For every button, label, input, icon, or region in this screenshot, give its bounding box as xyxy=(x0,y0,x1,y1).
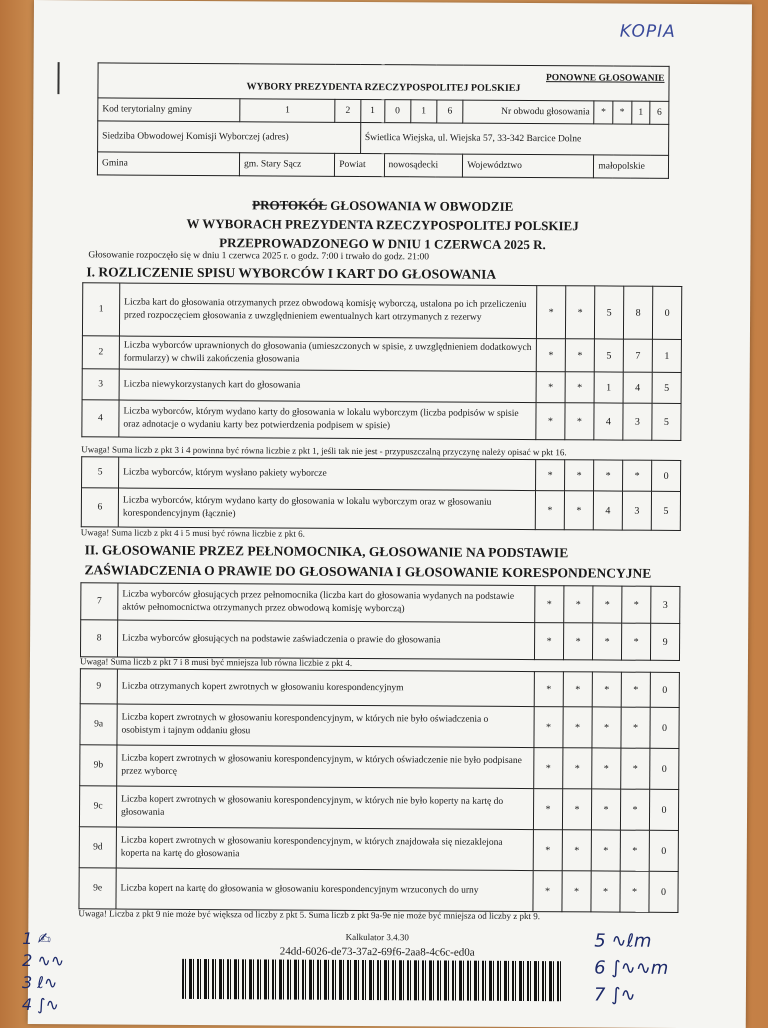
district-label: Nr obwodu głosowania xyxy=(463,100,594,124)
title-line2: W WYBORACH PREZYDENTA RZECZYPOSPOLITEJ POLSKIEJ xyxy=(186,215,579,234)
section-1-heading: I. ROZLICZENIE SPISU WYBORCÓW I KART DO GŁOSOWANIA xyxy=(86,264,497,282)
note-3: Uwaga! Suma liczb z pkt 7 i 8 musi być mniejsza lub równa liczbie z pkt 4. xyxy=(79,656,353,668)
digit-cell: * xyxy=(621,707,650,748)
digit-cell: * xyxy=(562,830,591,871)
teryt-digit: 1 xyxy=(411,100,437,123)
teryt-label: Kod terytorialny gminy xyxy=(98,98,240,122)
digit-cell: 4 xyxy=(623,372,652,403)
digit-cell: * xyxy=(565,372,594,403)
table-row xyxy=(82,336,681,373)
row-description: Liczba kart do głosowania otrzymanych przez obwodową komisję wyborczą, ustalona po ich przeliczeniu przed rozpoczęciem głosowania z uwzględnieniem ewentualnych kart otrzymanych z rezerwy xyxy=(119,283,536,339)
row-number: 8 xyxy=(80,620,117,657)
digit-cell: * xyxy=(536,372,565,403)
row-description: Liczba otrzymanych kopert zwrotnych w głosowaniu korespondencyjnym xyxy=(117,669,534,707)
row-number: 6 xyxy=(81,488,118,527)
teryt-digit: 1 xyxy=(240,99,335,123)
digit-cell: * xyxy=(534,707,563,748)
digit-cell: * xyxy=(563,672,592,707)
digit-cell: 1 xyxy=(594,372,623,403)
district-digit: * xyxy=(594,101,613,124)
section-2b-table xyxy=(78,668,679,913)
margin-mark xyxy=(57,62,59,94)
section-2-heading-line2: ZAŚWIADCZENIA O PRAWIE DO GŁOSOWANIA I GŁOSOWANIE KORESPONDENCYJNE xyxy=(84,562,652,581)
digit-cell: * xyxy=(563,707,592,748)
digit-cell: 4 xyxy=(594,403,623,440)
row-description: Liczba niewykorzystanych kart do głosowania xyxy=(119,369,536,403)
digit-cell: * xyxy=(564,586,593,623)
row-number: 9a xyxy=(80,704,117,745)
repeat-label: PONOWNE GŁOSOWANIE xyxy=(545,72,665,84)
protocol-sheet xyxy=(21,0,752,1028)
table-row xyxy=(82,369,681,404)
row-description: Liczba kopert zwrotnych w głosowaniu korespondencyjnym, w których oświadczenie nie było podpisane przez wyborcę xyxy=(117,745,534,789)
row-description: Liczba wyborców uprawnionych do głosowania (umieszczonych w spisie, z uwzględnieniem dodatkowych formularzy) w chwili zakończenia głosowania xyxy=(119,336,536,372)
digit-cell: * xyxy=(623,460,652,491)
digit-cell: * xyxy=(592,707,621,748)
table-row xyxy=(82,283,681,340)
woj-label: Województwo xyxy=(463,154,594,178)
table-row xyxy=(82,400,681,441)
signature-number: 1 xyxy=(22,928,33,949)
row-number: 7 xyxy=(81,583,118,620)
district-digit: * xyxy=(613,101,632,124)
row-number: 2 xyxy=(82,336,119,369)
digit-cell: * xyxy=(621,748,650,789)
digit-cell: 5 xyxy=(652,403,681,440)
digit-cell: * xyxy=(620,871,649,912)
digit-cell: 7 xyxy=(623,339,652,372)
woj-value: małopolskie xyxy=(594,155,669,178)
table-row xyxy=(81,583,680,624)
calculator-version: Kalkulator 3.4.30 xyxy=(345,931,409,943)
digit-cell: 4 xyxy=(593,491,622,530)
row-number: 9b xyxy=(80,745,117,786)
digit-cell: * xyxy=(594,460,623,491)
digit-cell: * xyxy=(593,586,622,623)
table-row xyxy=(80,704,679,749)
digit-cell: * xyxy=(564,491,593,530)
title-line3: PRZEPROWADZONEGO W DNIU 1 CZERWCA 2025 R. xyxy=(219,235,546,253)
row-description: Liczba wyborców głosujących na podstawie zaświadczenia o prawie do głosowania xyxy=(117,620,534,660)
powiat-value: nowosądecki xyxy=(384,154,463,177)
signatures-right xyxy=(594,927,669,1008)
digit-cell: 3 xyxy=(623,403,652,440)
digit-cell: * xyxy=(621,672,650,707)
digit-cell: * xyxy=(536,286,565,339)
section-2-heading-line1: II. GŁOSOWANIE PRZEZ PEŁNOMOCNIKA, GŁOSOWANIE NA PODSTAWIE xyxy=(84,542,569,561)
signatures-left xyxy=(22,928,65,1016)
digit-cell: * xyxy=(591,830,620,871)
digit-cell: * xyxy=(536,460,565,491)
teryt-digit: 2 xyxy=(335,99,361,122)
signature-scribble: ∿ℓm xyxy=(611,930,652,952)
digit-cell: * xyxy=(562,871,591,912)
digit-cell: * xyxy=(592,748,621,789)
digit-cell: * xyxy=(535,586,564,623)
district-digit: 6 xyxy=(650,101,669,124)
digit-cell: * xyxy=(562,789,591,830)
row-number: 3 xyxy=(82,369,119,400)
row-description: Liczba wyborców, którym wydano karty do głosowania w lokalu wyborczym oraz w głosowaniu korespondencyjnym (łącznie) xyxy=(118,488,535,530)
signature-scribble: ∫∿∿m xyxy=(611,957,669,979)
table-row xyxy=(79,868,678,913)
teryt-digit: 1 xyxy=(360,99,384,122)
digit-cell: 0 xyxy=(652,460,681,491)
digit-cell: * xyxy=(592,672,621,707)
row-description: Liczba wyborców głosujących przez pełnomocnika (liczba kart do głosowania wydanych na podstawie aktów pełnomocnictwa otrzymanych przez obwodową komisję wyborczą) xyxy=(118,583,535,623)
digit-cell: * xyxy=(535,491,564,530)
row-number: 4 xyxy=(82,400,119,437)
signature-scribble: ∿∿ xyxy=(37,951,65,971)
digit-cell: 0 xyxy=(649,789,678,830)
signature-number: 7 xyxy=(593,984,606,1006)
digit-cell: 3 xyxy=(651,586,680,623)
signature-scribble: ∫∿ xyxy=(37,995,59,1015)
table-row xyxy=(80,669,679,708)
signature-number: 4 xyxy=(21,994,33,1015)
digit-cell: 0 xyxy=(649,871,678,912)
table-row xyxy=(79,827,678,872)
row-description: Liczba kopert zwrotnych w głosowaniu korespondencyjnym, w których nie było koperty na kartę do głosowania xyxy=(116,786,533,830)
digit-cell: * xyxy=(563,748,592,789)
digit-cell: 0 xyxy=(650,707,679,748)
table-row xyxy=(81,488,680,531)
title-line1: GŁOSOWANIA W OBWODZIE xyxy=(327,197,514,214)
signature-number: 3 xyxy=(21,972,33,993)
digit-cell: * xyxy=(533,789,562,830)
row-description: Liczba kopert zwrotnych w głosowaniu korespondencyjnym, w których nie było oświadczenia o osobistym i tajnym oddaniu głosu xyxy=(117,704,534,748)
digit-cell: * xyxy=(565,403,594,440)
digit-cell: * xyxy=(621,623,650,660)
seat-label: Siedziba Obwodowej Komisji Wyborczej (adres) xyxy=(98,121,361,154)
digit-cell: 0 xyxy=(650,672,679,707)
digit-cell: * xyxy=(620,789,649,830)
signature-scribble: ✍ xyxy=(37,929,52,949)
section-1b-table xyxy=(81,456,681,531)
note-1: Uwaga! Suma liczb z pkt 3 i 4 powinna być równa liczbie z pkt 1, jeśli tak nie jest - przypuszczalną przyczynę należy opisać w pkt 16. xyxy=(81,444,567,458)
teryt-digit: 6 xyxy=(437,100,463,123)
digit-cell: * xyxy=(565,286,594,339)
digit-cell: * xyxy=(533,830,562,871)
digit-cell: 8 xyxy=(623,286,652,339)
gmina-label: Gmina xyxy=(97,152,239,176)
row-number: 9c xyxy=(79,786,116,827)
digit-cell: 5 xyxy=(594,286,623,339)
digit-cell: * xyxy=(565,339,594,372)
table-row xyxy=(80,620,679,661)
voting-start-note: Głosowanie rozpoczęło się w dniu 1 czerwca 2025 r. o godz. 7:00 i trwało do godz. 21:00 xyxy=(88,250,430,263)
row-number: 9d xyxy=(79,827,116,868)
digit-cell: 5 xyxy=(652,372,681,403)
digit-cell: 0 xyxy=(650,748,679,789)
digit-cell: * xyxy=(591,789,620,830)
title-struck-word: PROTOKÓŁ xyxy=(252,197,328,213)
seat-value: Świetlica Wiejska, ul. Wiejska 57, 33-342 Barcice Dolne xyxy=(360,122,668,155)
digit-cell: * xyxy=(534,672,563,707)
row-description: Liczba kopert zwrotnych w głosowaniu korespondencyjnym, w których znajdowała się niezaklejona koperta na kartę do głosowania xyxy=(116,827,533,871)
section-1-table xyxy=(81,282,682,441)
digit-cell: * xyxy=(536,339,565,372)
row-number: 1 xyxy=(82,283,119,336)
row-description: Liczba kopert na kartę do głosowania w głosowaniu korespondencyjnym wrzuconych do urny xyxy=(116,868,533,912)
digit-cell: * xyxy=(565,460,594,491)
teryt-digit: 0 xyxy=(384,100,410,123)
digit-cell: * xyxy=(533,871,562,912)
row-number: 9e xyxy=(79,868,116,909)
header-table xyxy=(97,62,670,178)
table-row xyxy=(82,457,681,492)
gmina-value: gm. Stary Sącz xyxy=(239,153,334,177)
barcode xyxy=(182,959,562,1001)
digit-cell: * xyxy=(591,871,620,912)
note-4: Uwaga! Liczba z pkt 9 nie może być większa od liczby z pkt 5. Suma liczb z pkt 9a-9e nie może być mniejsza od liczby z pkt 9. xyxy=(78,908,541,922)
document-hash: 24dd-6026-de73-37a2-69f6-2aa8-4c6c-ed0a xyxy=(279,945,475,959)
note-2: Uwaga! Suma liczb z pkt 4 i 5 musi być równa liczbie z pkt 6. xyxy=(80,527,305,539)
protocol-title xyxy=(96,194,668,254)
digit-cell: 1 xyxy=(652,339,681,372)
row-number: 5 xyxy=(82,457,119,488)
row-number: 9 xyxy=(80,669,117,704)
digit-cell: 9 xyxy=(650,623,679,660)
digit-cell: 0 xyxy=(652,286,681,339)
table-row xyxy=(80,745,679,790)
signature-number: 6 xyxy=(594,957,606,979)
digit-cell: * xyxy=(592,623,621,660)
district-digit: 1 xyxy=(631,101,650,124)
digit-cell: * xyxy=(534,623,563,660)
signature-scribble: ℓ∿ xyxy=(37,973,58,993)
digit-cell: * xyxy=(563,623,592,660)
digit-cell: * xyxy=(536,403,565,440)
signature-scribble: ∫∿ xyxy=(611,984,636,1006)
digit-cell: 5 xyxy=(594,339,623,372)
copy-stamp: KOPIA xyxy=(619,21,676,42)
powiat-label: Powiat xyxy=(335,153,384,176)
row-description: Liczba wyborców, którym wysłano pakiety wyborcze xyxy=(119,457,536,491)
row-description: Liczba wyborców, którym wydano karty do głosowania w lokalu wyborczym (liczba podpisów w spisie oraz adnotacje o wydaniu karty bez potwierdzenia podpisem w spisie) xyxy=(119,400,536,440)
digit-cell: 5 xyxy=(651,491,680,530)
section-2-table xyxy=(80,582,680,661)
digit-cell: * xyxy=(534,748,563,789)
digit-cell: * xyxy=(620,830,649,871)
signature-number: 5 xyxy=(594,930,606,952)
election-name: WYBORY PREZYDENTA RZECZYPOSPOLITEJ POLSKIEJ xyxy=(246,80,521,94)
digit-cell: * xyxy=(622,586,651,623)
digit-cell: 3 xyxy=(622,491,651,530)
signature-number: 2 xyxy=(22,950,33,971)
digit-cell: 0 xyxy=(649,830,678,871)
table-row xyxy=(79,786,678,831)
